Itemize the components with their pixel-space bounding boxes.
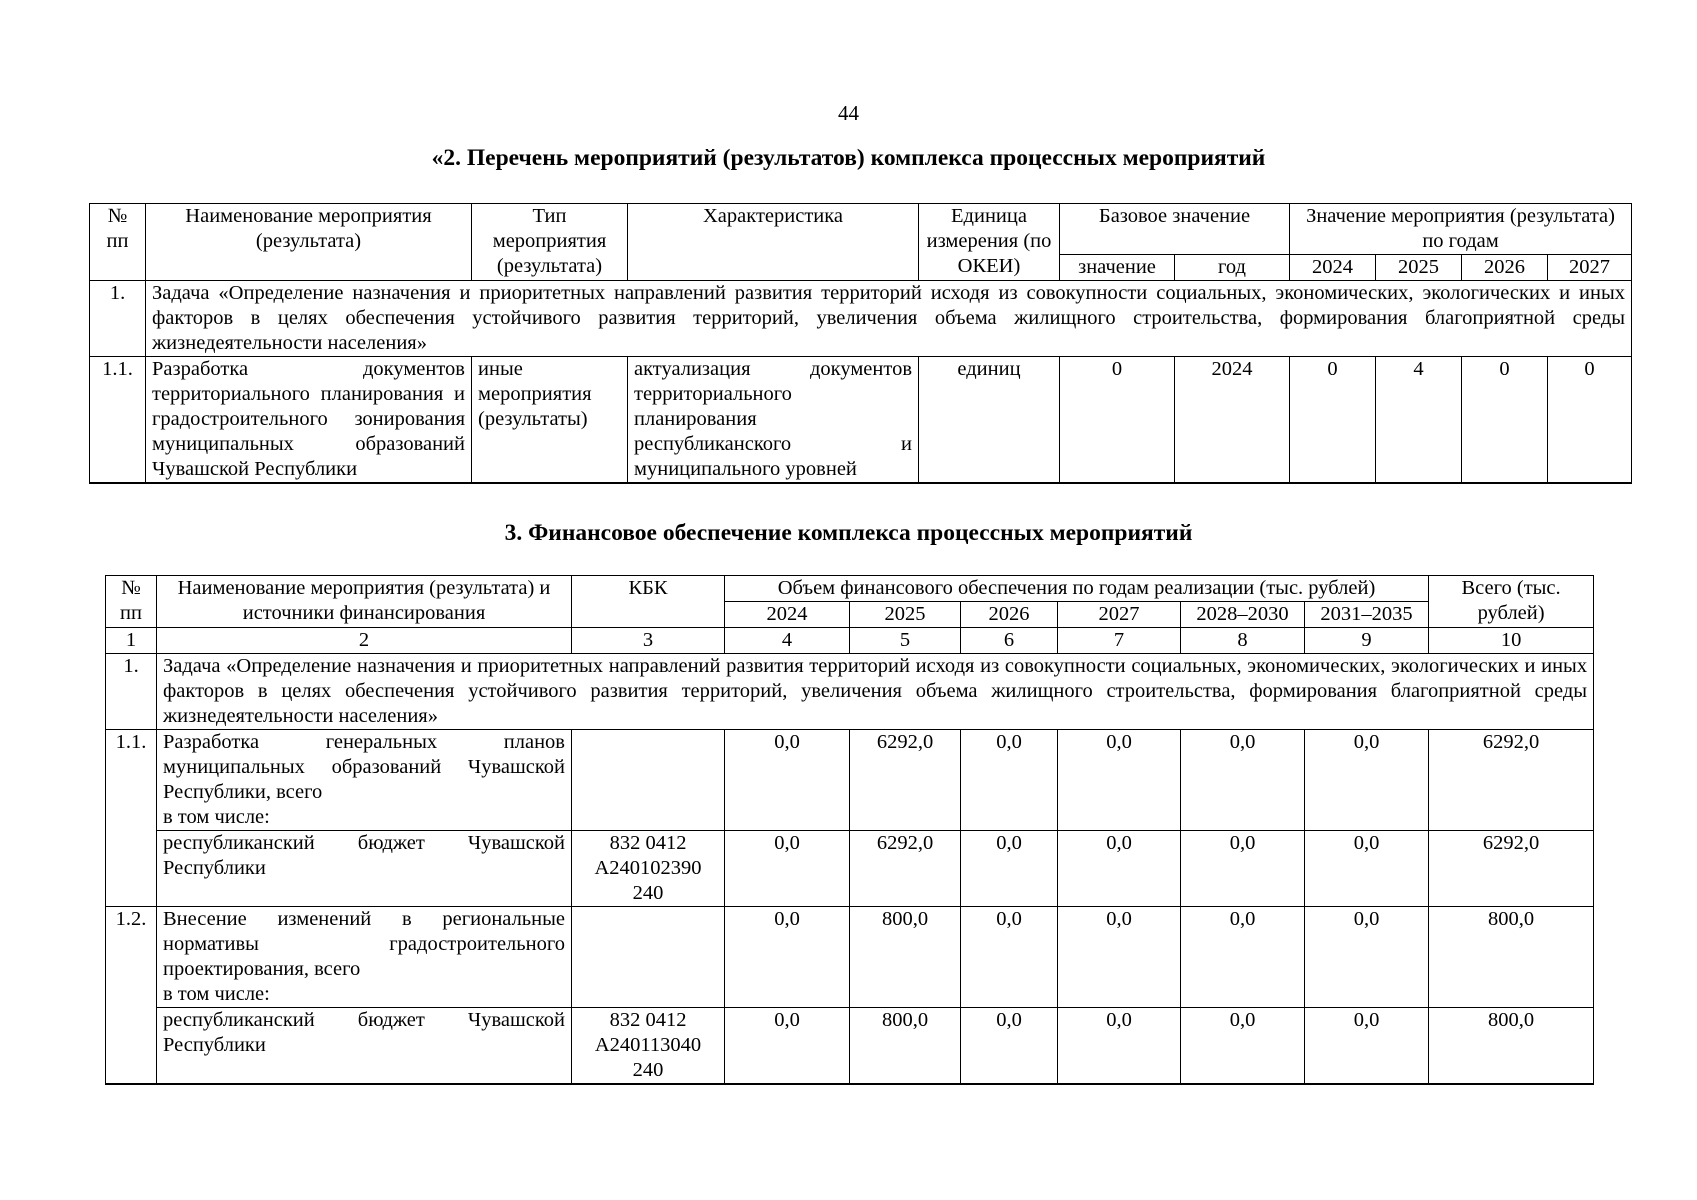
row-value: 0,0 [1305, 907, 1429, 1008]
column-number: 7 [1058, 628, 1181, 654]
row-value: 6292,0 [850, 730, 961, 831]
source-value: 0,0 [1305, 1008, 1429, 1085]
row-value: 0 [1462, 357, 1548, 484]
header-year: 2027 [1058, 602, 1181, 628]
row-name [157, 730, 572, 831]
kbk-line: 240 [632, 1059, 664, 1081]
row-value: 0,0 [1058, 907, 1181, 1008]
row-num-continued [106, 831, 157, 907]
header-characteristic: Характеристика [628, 204, 919, 281]
source-value: 0,0 [725, 831, 850, 907]
row-num: 1.1. [106, 730, 157, 831]
row-num: 1.2. [106, 907, 157, 1008]
header-kbk: КБК [572, 576, 725, 628]
row-base-year: 2024 [1175, 357, 1290, 484]
source-kbk [572, 831, 725, 907]
kbk-line: 832 0412 [609, 1009, 687, 1031]
kbk-line: 240 [632, 882, 664, 904]
header-total: Всего (тыс. рублей) [1429, 576, 1594, 628]
kbk-line: А240113040 [594, 1034, 702, 1056]
row-value: 0,0 [961, 907, 1058, 1008]
row-value: 0 [1290, 357, 1376, 484]
header-type: Тип мероприятия (результата) [472, 204, 628, 281]
row-num-continued [106, 1008, 157, 1085]
row-value: 0,0 [1181, 730, 1305, 831]
header-year: 2026 [961, 602, 1058, 628]
task-num: 1. [106, 654, 157, 730]
row-value: 0,0 [1058, 730, 1181, 831]
row-value: 0,0 [961, 730, 1058, 831]
source-value: 0,0 [961, 831, 1058, 907]
header-name: Наименование мероприятия (результата) и источники финансирования [157, 576, 572, 628]
header-name: Наименование мероприятия (результата) [146, 204, 472, 281]
financing-table [105, 575, 1594, 1085]
header-year: 2031–2035 [1305, 602, 1429, 628]
task-num: 1. [90, 281, 146, 357]
row-value: 0,0 [725, 907, 850, 1008]
source-value: 6292,0 [850, 831, 961, 907]
task-text: Задача «Определение назначения и приоритетных направлений развития территорий исходя из совокупности социальных, экономических, экологических и иных факторов в целях обеспечения устойчивого развития территорий, увеличения объема жилищного строительства, формирования благоприятной среды жизнедеятельности населения» [157, 654, 1594, 730]
column-number: 1 [106, 628, 157, 654]
row-value: 0,0 [1305, 730, 1429, 831]
header-base: Базовое значение [1060, 204, 1290, 255]
header-year: 2027 [1548, 255, 1632, 281]
row-total: 6292,0 [1429, 730, 1594, 831]
source-value: 0,0 [1058, 1008, 1181, 1085]
header-year: 2025 [850, 602, 961, 628]
row-num: 1.1. [90, 357, 146, 484]
source-kbk [572, 1008, 725, 1085]
source-value: 0,0 [1305, 831, 1429, 907]
source-total: 6292,0 [1429, 831, 1594, 907]
activities-table [89, 203, 1632, 484]
column-number: 3 [572, 628, 725, 654]
header-year: 2025 [1376, 255, 1462, 281]
header-year: 2024 [1290, 255, 1376, 281]
column-number: 8 [1181, 628, 1305, 654]
row-value: 800,0 [850, 907, 961, 1008]
section-3-title: 3. Финансовое обеспечение комплекса процессных мероприятий [504, 520, 1193, 546]
row-unit: единиц [919, 357, 1060, 484]
row-sub-label: в том числе: [163, 806, 270, 828]
row-sub-label: в том числе: [163, 983, 270, 1005]
header-base-year: год [1175, 255, 1290, 281]
header-year: 2028–2030 [1181, 602, 1305, 628]
source-value: 0,0 [725, 1008, 850, 1085]
kbk-line: 832 0412 [609, 832, 687, 854]
header-volume: Объем финансового обеспечения по годам реализации (тыс. рублей) [725, 576, 1429, 602]
row-type: иные мероприятия (результаты) [472, 357, 628, 484]
header-unit: Единица измерения (по ОКЕИ) [919, 204, 1060, 281]
header-year: 2026 [1462, 255, 1548, 281]
header-num: № пп [90, 204, 146, 281]
source-value: 800,0 [850, 1008, 961, 1085]
row-name [157, 907, 572, 1008]
row-value: 0 [1548, 357, 1632, 484]
row-name-text: Внесение изменений в региональные нормативы градостроительного проектирования, всего [163, 908, 565, 980]
kbk-line: А240102390 [594, 857, 702, 879]
header-base-value: значение [1060, 255, 1175, 281]
section-2-title: «2. Перечень мероприятий (результатов) комплекса процессных мероприятий [431, 145, 1266, 171]
row-value: 0,0 [1181, 907, 1305, 1008]
source-value: 0,0 [1181, 831, 1305, 907]
row-characteristic: актуализация документов территориального планирования республиканского и муниципального уровней [628, 357, 919, 484]
row-kbk [572, 907, 725, 1008]
column-number: 4 [725, 628, 850, 654]
column-number: 6 [961, 628, 1058, 654]
source-value: 0,0 [961, 1008, 1058, 1085]
row-total: 800,0 [1429, 907, 1594, 1008]
header-year: 2024 [725, 602, 850, 628]
row-name: Разработка документов территориального планирования и градостроительного зонирования муниципальных образований Чувашской Республики [146, 357, 472, 484]
header-num: № пп [106, 576, 157, 628]
column-number: 10 [1429, 628, 1594, 654]
page-number: 44 [838, 101, 859, 125]
source-name: республиканский бюджет Чувашской Республики [157, 1008, 572, 1085]
source-value: 0,0 [1058, 831, 1181, 907]
row-name-text: Разработка генеральных планов муниципальных образований Чувашской Республики, всего [163, 731, 565, 803]
row-value: 0,0 [725, 730, 850, 831]
task-text: Задача «Определение назначения и приоритетных направлений развития территорий исходя из совокупности социальных, экономических, экологических и иных факторов в целях обеспечения устойчивого развития территорий, увеличения объема жилищного строительства, формирования благоприятной среды жизнедеятельности населения» [146, 281, 1632, 357]
source-name: республиканский бюджет Чувашской Республики [157, 831, 572, 907]
row-value: 4 [1376, 357, 1462, 484]
row-kbk [572, 730, 725, 831]
column-number: 5 [850, 628, 961, 654]
header-years-group: Значение мероприятия (результата) по годам [1290, 204, 1632, 255]
source-total: 800,0 [1429, 1008, 1594, 1085]
source-value: 0,0 [1181, 1008, 1305, 1085]
column-number: 9 [1305, 628, 1429, 654]
column-number: 2 [157, 628, 572, 654]
row-base-value: 0 [1060, 357, 1175, 484]
